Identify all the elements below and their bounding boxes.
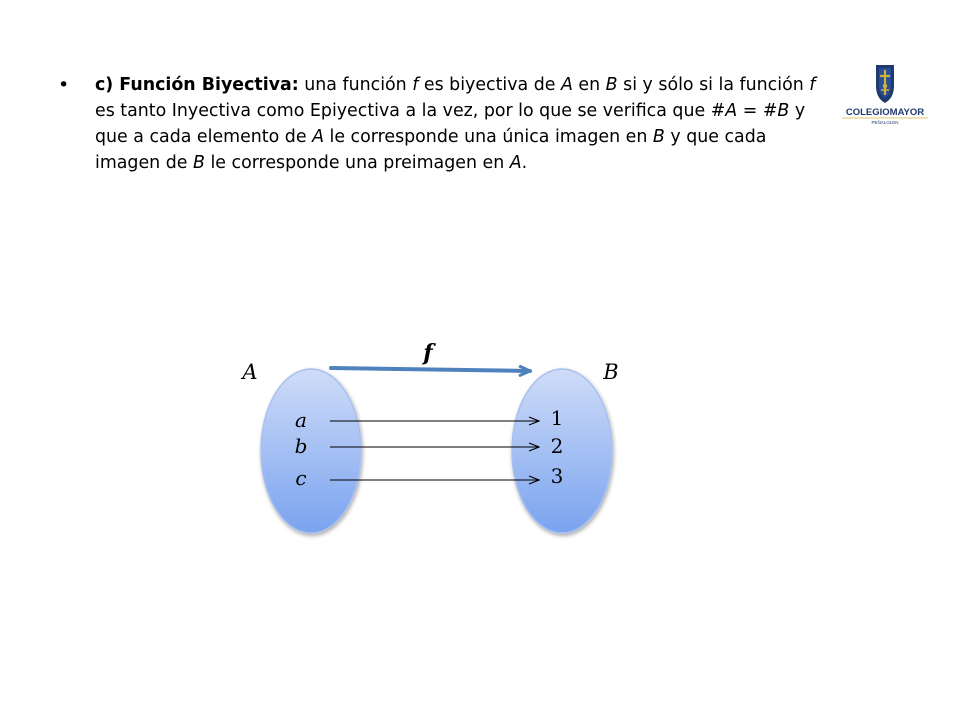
bullet-marker: •	[58, 74, 70, 96]
logo-name: COLEGIOMAYOR	[845, 107, 925, 118]
text-run: .	[521, 153, 528, 173]
text-run: c) Función Biyectiva:	[95, 75, 299, 95]
text-run: B	[652, 127, 665, 147]
text-run: B	[605, 75, 618, 95]
text-run: y que cada imagen de	[95, 127, 767, 173]
text-run: = #	[737, 101, 778, 121]
text-run: es tanto Inyectiva como Epiyectiva a la vez, por lo que se verifica que #	[95, 101, 726, 121]
codomain-element-2: 2	[550, 434, 564, 458]
codomain-element-1: 1	[550, 406, 564, 430]
text-run: B	[777, 101, 790, 121]
domain-element-c: c	[295, 466, 307, 490]
domain-element-b: b	[294, 434, 308, 458]
text-run: f	[412, 75, 419, 95]
text-run: una función	[298, 75, 413, 95]
function-arrow	[331, 368, 530, 371]
function-label: f	[423, 340, 433, 366]
set-a-label: A	[242, 360, 258, 384]
set-b-label: B	[603, 360, 619, 384]
text-run: en	[572, 75, 606, 95]
text-run: A	[725, 101, 738, 121]
domain-element-a: a	[295, 408, 307, 432]
text-run: si y sólo si la función	[617, 75, 810, 95]
codomain-element-3: 3	[550, 464, 564, 488]
text-run: le corresponde una preimagen en	[204, 153, 510, 173]
set-a-ellipse	[261, 369, 361, 533]
logo-subtitle: PEÑALOLEN	[871, 120, 899, 125]
text-run: B	[192, 153, 205, 173]
text-run: A	[509, 153, 522, 173]
text-run: f	[809, 75, 816, 95]
text-run: le corresponde una única imagen en	[323, 127, 653, 147]
text-run: y que a cada elemento de	[95, 101, 806, 147]
text-run: A	[312, 127, 324, 147]
text-run: A	[560, 75, 573, 95]
text-run: es biyectiva de	[418, 75, 561, 95]
